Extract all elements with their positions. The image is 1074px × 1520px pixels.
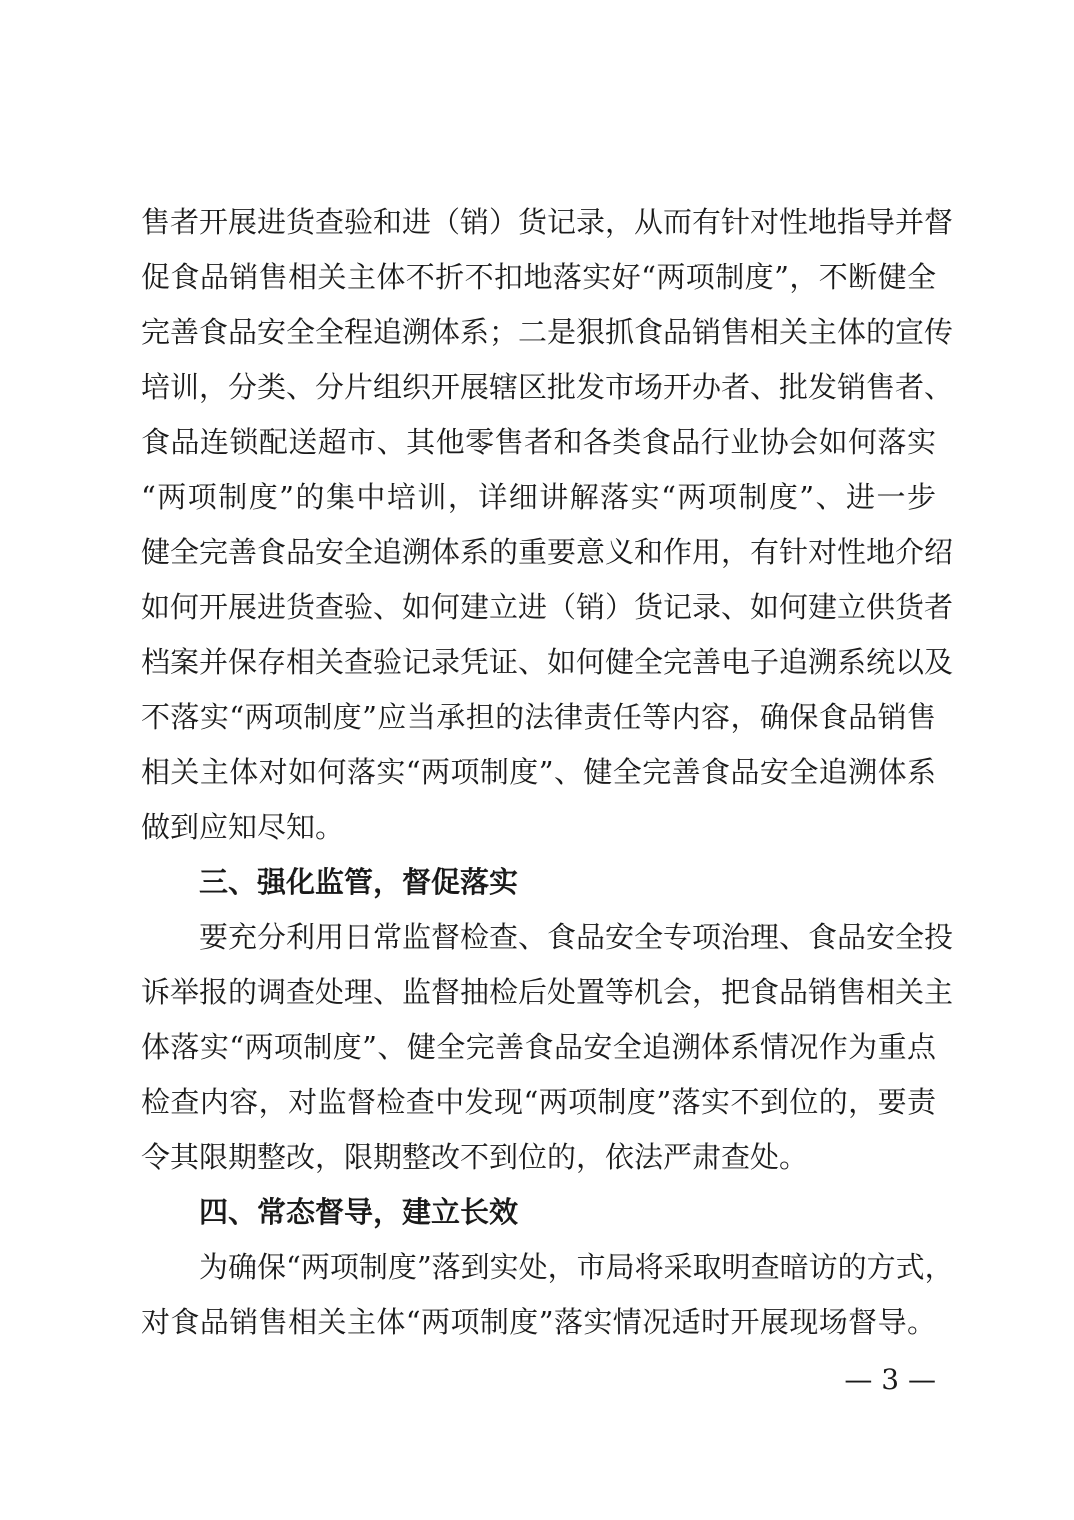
- text-line: 售者开展进货查验和进（销）货记录，从而有针对性地指导并督: [141, 205, 954, 239]
- text-line: 做到应知尽知。: [141, 810, 345, 844]
- text-line: 促食品销售相关主体不折不扣地落实好“两项制度”，不断健全: [141, 260, 936, 294]
- text-line: 培训，分类、分片组织开展辖区批发市场开办者、批发销售者、: [141, 370, 954, 404]
- text-line: 对食品销售相关主体“两项制度”落实情况适时开展现场督导。: [141, 1305, 936, 1339]
- section-heading-3: 三、强化监管，督促落实: [199, 865, 519, 899]
- page-number: — 3 —: [844, 1363, 936, 1396]
- text-line: 为确保“两项制度”落到实处，市局将采取明查暗访的方式，: [199, 1250, 954, 1284]
- text-line: 检查内容，对监督检查中发现“两项制度”落实不到位的，要责: [141, 1085, 936, 1119]
- text-line: 诉举报的调查处理、监督抽检后处置等机会，把食品销售相关主: [141, 975, 954, 1009]
- text-line: 体落实“两项制度”、健全完善食品安全追溯体系情况作为重点: [141, 1030, 936, 1064]
- text-line: “两项制度”的集中培训，详细讲解落实“两项制度”、进一步: [141, 480, 936, 514]
- text-line: 档案并保存相关查验记录凭证、如何健全完善电子追溯系统以及: [141, 645, 954, 679]
- text-line: 相关主体对如何落实“两项制度”、健全完善食品安全追溯体系: [141, 755, 936, 789]
- text-line: 要充分利用日常监督检查、食品安全专项治理、食品安全投: [199, 920, 954, 954]
- text-line: 食品连锁配送超市、其他零售者和各类食品行业协会如何落实: [141, 425, 936, 459]
- text-line: 完善食品安全全程追溯体系；二是狠抓食品销售相关主体的宣传: [141, 315, 954, 349]
- text-line: 不落实“两项制度”应当承担的法律责任等内容，确保食品销售: [141, 700, 936, 734]
- section-heading-4: 四、常态督导，建立长效: [199, 1195, 519, 1229]
- text-line: 令其限期整改，限期整改不到位的，依法严肃查处。: [141, 1140, 809, 1174]
- text-line: 健全完善食品安全追溯体系的重要意义和作用，有针对性地介绍: [141, 535, 954, 569]
- text-line: 如何开展进货查验、如何建立进（销）货记录、如何建立供货者: [141, 590, 954, 624]
